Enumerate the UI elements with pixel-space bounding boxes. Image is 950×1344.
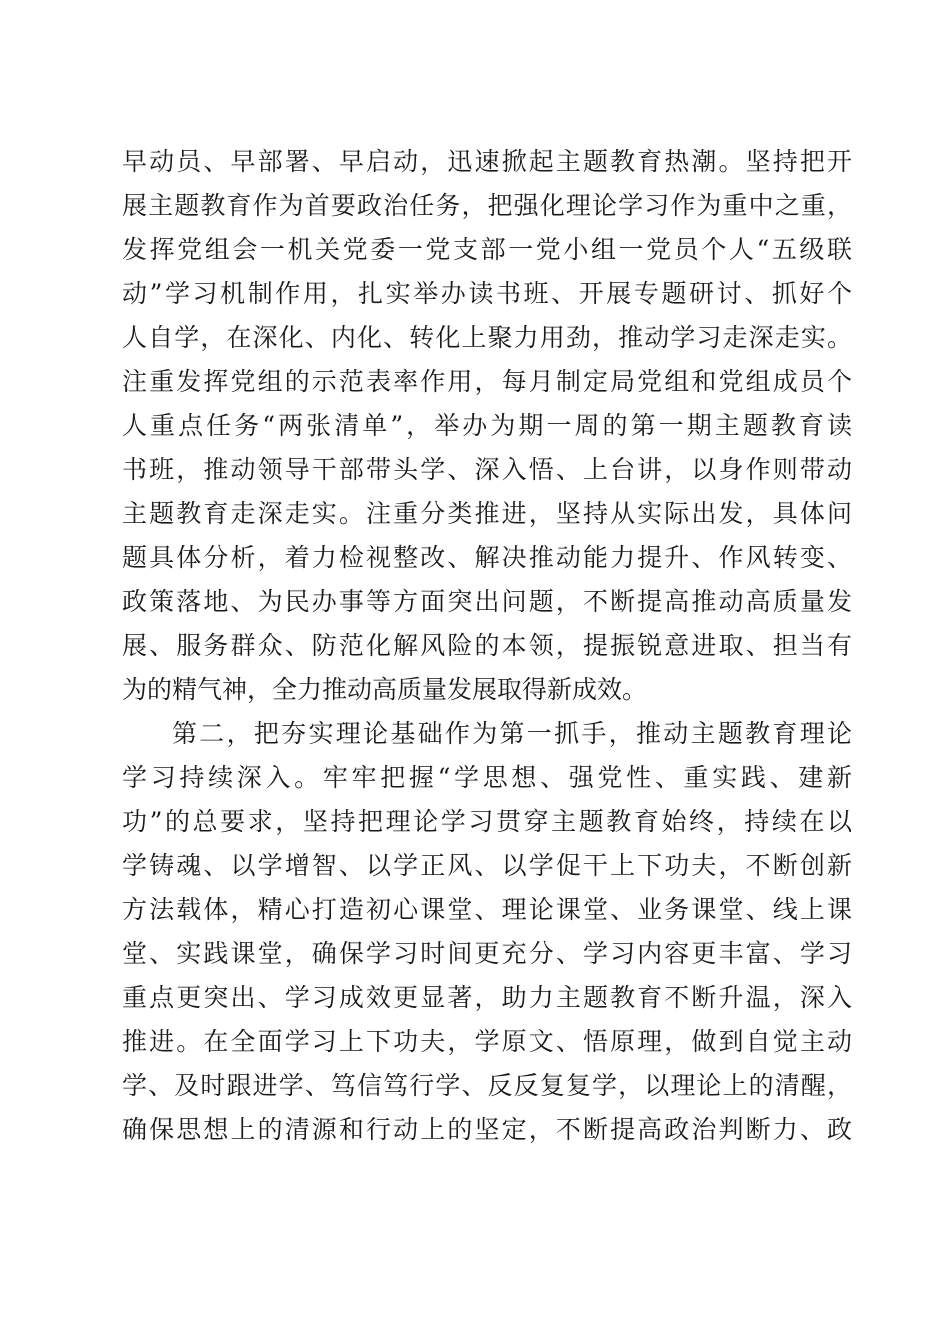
text-line: 学习持续深入。牢牢把握“学思想、强党性、重实践、建新	[122, 763, 852, 792]
text-line: 动”学习机制作用，扎实举办读书班、开展专题研讨、抓好个	[122, 279, 852, 308]
text-line: 推进。在全面学习上下功夫，学原文、悟原理，做到自觉主动	[122, 1027, 852, 1056]
text-line: 人自学，在深化、内化、转化上聚力用劲，推动学习走深走实。	[122, 323, 852, 352]
text-line: 人重点任务“两张清单”，举办为期一周的第一期主题教育读	[122, 411, 852, 440]
text-line: 方法载体，精心打造初心课堂、理论课堂、业务课堂、线上课	[122, 895, 852, 924]
paragraph-start-line: 第二，把夯实理论基础作为第一抓手，推动主题教育理论	[172, 719, 852, 748]
text-line: 主题教育走深走实。注重分类推进，坚持从实际出发，具体问	[122, 499, 852, 528]
text-line: 学、及时跟进学、笃信笃行学、反反复复学，以理论上的清醒，	[122, 1071, 852, 1100]
text-line: 政策落地、为民办事等方面突出问题，不断提高推动高质量发	[122, 587, 852, 616]
body-text	[122, 140, 852, 1152]
text-line: 早动员、早部署、早启动，迅速掀起主题教育热潮。坚持把开	[122, 147, 852, 176]
text-line: 为的精气神，全力推动高质量发展取得新成效。	[122, 675, 648, 704]
text-line: 注重发挥党组的示范表率作用，每月制定局党组和党组成员个	[122, 367, 852, 396]
text-line: 堂、实践课堂，确保学习时间更充分、学习内容更丰富、学习	[122, 939, 852, 968]
text-line: 重点更突出、学习成效更显著，助力主题教育不断升温，深入	[122, 983, 852, 1012]
text-line: 书班，推动领导干部带头学、深入悟、上台讲，以身作则带动	[122, 455, 852, 484]
text-line: 发挥党组会一机关党委一党支部一党小组一党员个人“五级联	[122, 235, 852, 264]
text-line: 功”的总要求，坚持把理论学习贯穿主题教育始终，持续在以	[122, 807, 852, 836]
text-line: 确保思想上的清源和行动上的坚定，不断提高政治判断力、政	[122, 1115, 852, 1144]
text-line: 展、服务群众、防范化解风险的本领，提振锐意进取、担当有	[122, 631, 852, 660]
text-line: 展主题教育作为首要政治任务，把强化理论学习作为重中之重，	[122, 191, 852, 220]
text-line: 学铸魂、以学增智、以学正风、以学促干上下功夫，不断创新	[122, 851, 852, 880]
text-line: 题具体分析，着力检视整改、解决推动能力提升、作风转变、	[122, 543, 852, 572]
